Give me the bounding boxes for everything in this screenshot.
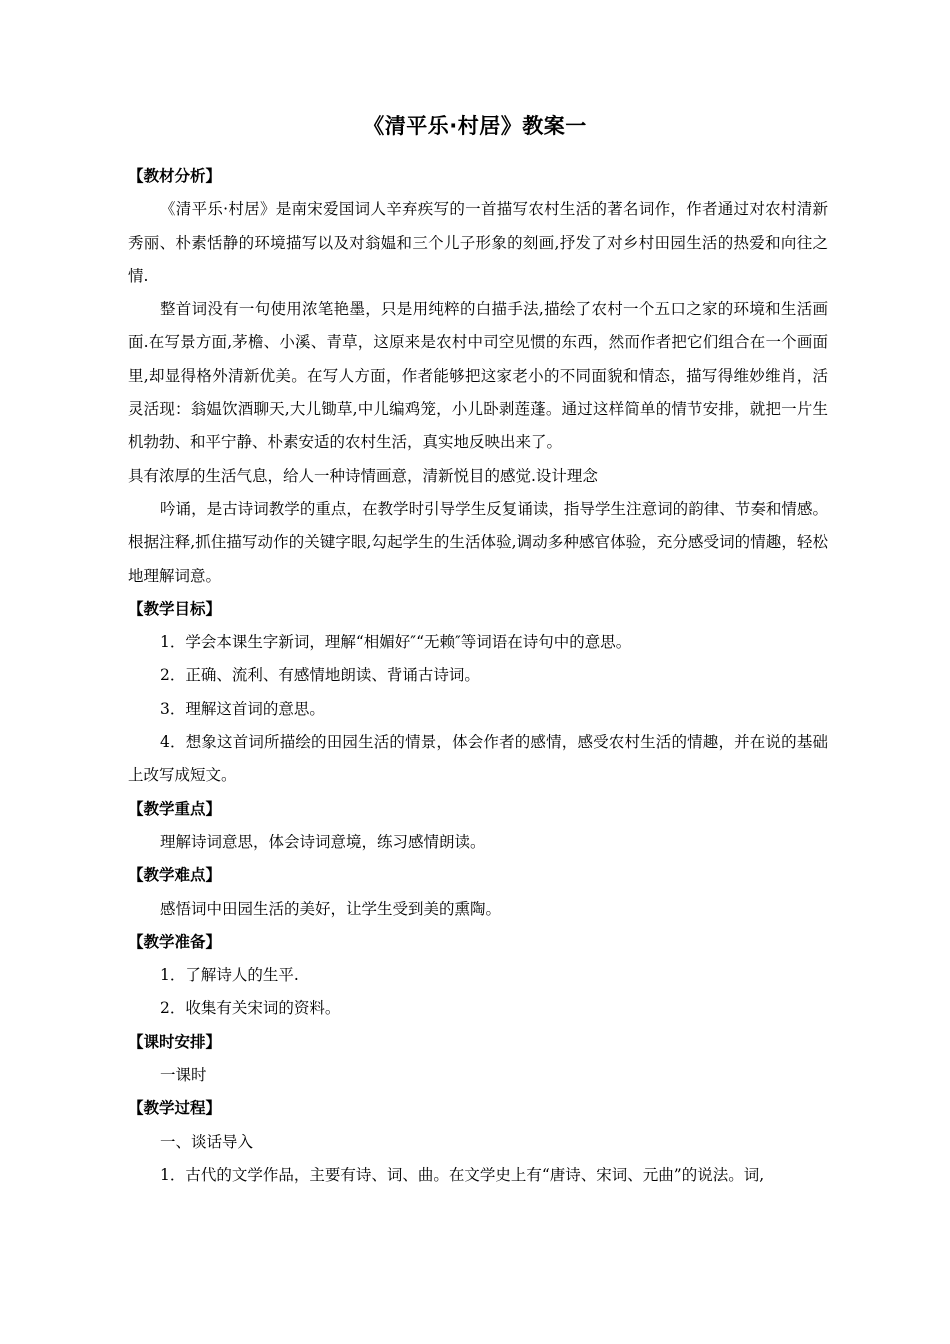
section-heading-material-analysis: 【教材分析】	[128, 167, 222, 185]
list-item: 2．正确、流利、有感情地朗读、背诵古诗词。	[160, 666, 480, 685]
paragraph: 1．古代的文学作品，主要有诗、词、曲。在文学史上有“唐诗、宋词、元曲”的说法。词,	[160, 1165, 765, 1184]
paragraph: 具有浓厚的生活气息，给人一种诗情画意，清新悦目的感觉.设计理念	[128, 466, 598, 485]
list-item: 1．了解诗人的生平.	[160, 966, 299, 985]
section-heading-teaching-goals: 【教学目标】	[128, 599, 222, 618]
document-body	[128, 160, 828, 1192]
paragraph: 感悟词中田园生活的美好，让学生受到美的熏陶。	[160, 899, 502, 918]
section-heading-process: 【教学过程】	[128, 1099, 222, 1118]
paragraph: 理解诗词意思，体会诗词意境，练习感情朗读。	[160, 832, 486, 851]
list-item: 4．想象这首词所描绘的田园生活的情景，体会作者的感情，感受农村生活的情趣，并在说的基础上改写成短文。	[128, 733, 828, 785]
document-title: 《清平乐·村居》教案一	[363, 114, 587, 138]
section-heading-preparation: 【教学准备】	[128, 932, 222, 951]
paragraph: 整首词没有一句使用浓笔艳墨，只是用纯粹的白描手法,描绘了农村一个五口之家的环境和生活画面.在写景方面,茅檐、小溪、青草，这原来是农村中司空见惯的东西，然而作者把它们组合在一个画面里,却显得格外清新优美。在写人方面，作者能够把这家老小的不同面貌和情态，描写得维妙维肖，活灵活现：翁媪饮酒聊天,大儿锄草,中儿编鸡笼，小儿卧剥莲蓬。通过这样简单的情节安排，就把一片生机勃勃、和平宁静、朴素安适的农村生活，真实地反映出来了。	[128, 300, 828, 452]
section-heading-key-points: 【教学重点】	[128, 799, 222, 818]
list-item: 2．收集有关宋词的资料。	[160, 999, 341, 1018]
section-heading-schedule: 【课时安排】	[128, 1032, 222, 1051]
paragraph: 一课时	[160, 1066, 207, 1085]
section-heading-difficulties: 【教学难点】	[128, 866, 222, 885]
list-item: 1．学会本课生字新词，理解“相媚好″“无赖″等词语在诗句中的意思。	[160, 633, 632, 652]
paragraph: 一、谈话导入	[160, 1132, 254, 1151]
list-item: 3．理解这首词的意思。	[160, 699, 325, 718]
paragraph: 吟诵，是古诗词教学的重点，在教学时引导学生反复诵读，指导学生注意词的韵律、节奏和情感。根据注释,抓住描写动作的关键字眼,勾起学生的生活体验,调动多种感官体验，充分感受词的情趣，轻松地理解词意。	[128, 499, 828, 585]
paragraph: 《清平乐·村居》是南宋爱国词人辛弃疾写的一首描写农村生活的著名词作，作者通过对农村清新秀丽、朴素恬静的环境描写以及对翁媪和三个儿子形象的刻画,抒发了对乡村田园生活的热爱和向往之情.	[128, 200, 828, 285]
